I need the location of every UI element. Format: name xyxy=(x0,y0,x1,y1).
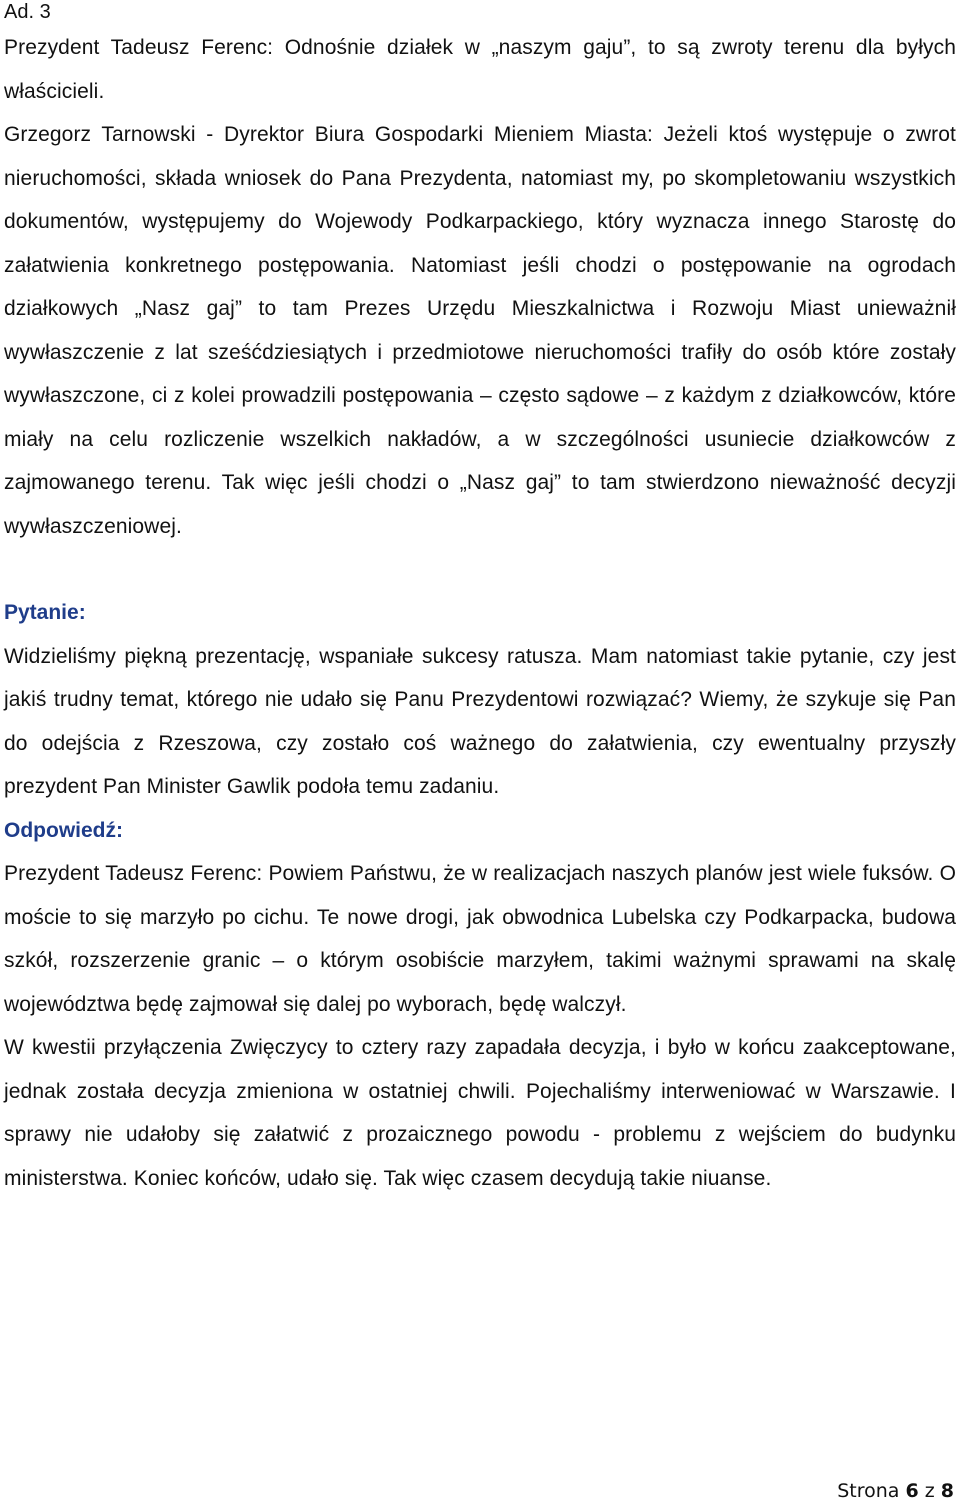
section-heading: Ad. 3 xyxy=(4,1,51,23)
spacer xyxy=(4,548,956,591)
question-label: Pytanie: xyxy=(4,601,86,624)
page-number-footer xyxy=(837,1478,954,1504)
paragraph-director-answer: Grzegorz Tarnowski - Dyrektor Biura Gospodarki Mieniem Miasta: Jeżeli ktoś występuje o zwrot nieruchomości, składa wniosek do Pana Prezydenta, natomiast my, po skompletowaniu wszystkich dokumentów, występujemy do Wojewody Podkarpackiego, który wyznacza innego Starostę do załatwienia konkretnego postępowania. Natomiast jeśli chodzi o postępowanie na ogrodach działkowych „Nasz gaj” to tam Prezes Urzędu Mieszkalnictwa i Rozwoju Miast unieważnił wywłaszczenie z lat sześćdziesiątych i przedmiotowe nieruchomości trafiły do osób które zostały wywłaszczone, ci z kolei prowadzili postępowania – często sądowe – z każdym z działkowców, które miały na celu rozliczenie wszelkich nakładów, a w szczególności usuniecie działkowców z zajmowanego terenu. Tak więc jeśli chodzi o „Nasz gaj” to tam stwierdzono nieważność decyzji wywłaszczeniowej. xyxy=(4,123,956,538)
answer-label: Odpowiedź: xyxy=(4,818,123,842)
page-separator: z xyxy=(924,1480,935,1502)
document-page xyxy=(4,0,956,1200)
answer-paragraph-2: W kwestii przyłączenia Zwięczycy to cztery razy zapadała decyzja, i było w końcu zaakceptowane, jednak została decyzja zmieniona w ostatniej chwili. Pojechaliśmy interweniować w Warszawie. I sprawy nie udałoby się załatwić z prozaicznego powodu - problemu z wejściem do budynku ministerstwa. Koniec końców, udało się. Tak więc czasem decydują takie niuanse. xyxy=(4,1036,956,1190)
question-text: Widzieliśmy piękną prezentację, wspaniałe sukcesy ratusza. Mam natomiast takie pytanie, czy jest jakiś trudny temat, którego nie udało się Panu Prezydentowi rozwiązać? Wiemy, że szykuje się Pan do odejścia z Rzeszowa, czy zostało coś ważnego do załatwienia, czy ewentualny przyszły prezydent Pan Minister Gawlik podoła temu zadaniu. xyxy=(4,644,956,798)
paragraph-president-answer-1: Prezydent Tadeusz Ferenc: Odnośnie działek w „naszym gaju”, to są zwroty terenu dla byłych właścicieli. xyxy=(4,36,956,103)
answer-paragraph-1: Prezydent Tadeusz Ferenc: Powiem Państwu, że w realizacjach naszych planów jest wiele fuksów. O moście to się marzyło po cichu. Te nowe drogi, jak obwodnica Lubelska czy Podkarpacka, budowa szkół, rozszerzenie granic – o którym osobiście marzyłem, takimi ważnymi sprawami na skalę województwa będę zajmował się dalej po wyborach, będę walczył. xyxy=(4,862,956,1016)
total-pages-number: 8 xyxy=(940,1480,954,1502)
page-prefix: Strona xyxy=(837,1480,900,1502)
current-page-number: 6 xyxy=(905,1480,919,1502)
